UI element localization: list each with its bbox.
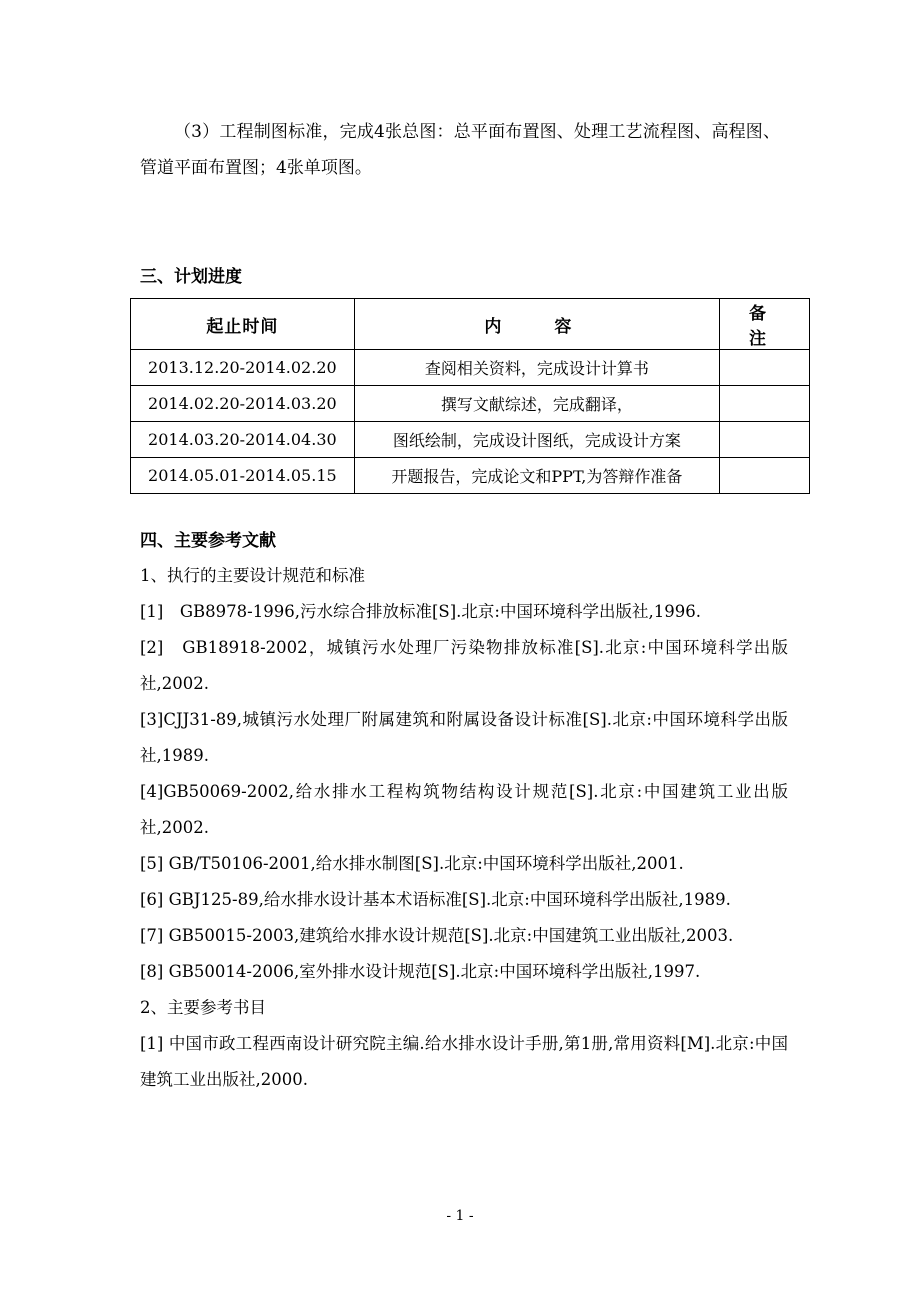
list-item: [6] GBJ125-89,给水排水设计基本术语标准[S].北京:中国环境科学出版社,1989. <box>140 890 731 909</box>
row-content: 查阅相关资料，完成设计计算书 <box>354 350 719 386</box>
books-subheading: 2、主要参考书目 <box>140 998 266 1017</box>
row-note <box>720 422 810 458</box>
header-content: 内 容 <box>354 299 719 350</box>
drawing-standard-paragraph: （3）工程制图标准，完成4张总图：总平面布置图、处理工艺流程图、高程图、管道平面布置图；4张单项图。 <box>140 122 780 178</box>
list-item: [2] GB18918-2002，城镇污水处理厂污染物排放标准[S].北京:中国环境科学出版社,2002. <box>140 638 788 693</box>
section-plan-title: 三、计划进度 <box>140 267 242 287</box>
header-period: 起止时间 <box>131 299 355 350</box>
row-period: 2014.02.20-2014.03.20 <box>131 386 355 422</box>
row-note <box>720 386 810 422</box>
table-row <box>131 350 810 386</box>
table-row <box>131 422 810 458</box>
table-row <box>131 458 810 494</box>
list-item: [5] GB/T50106-2001,给水排水制图[S].北京:中国环境科学出版社,2001. <box>140 854 684 873</box>
row-period: 2013.12.20-2014.02.20 <box>131 350 355 386</box>
row-content: 开题报告，完成论文和PPT,为答辩作准备 <box>354 458 719 494</box>
schedule-table <box>130 298 810 494</box>
list-item: [4]GB50069-2002,给水排水工程构筑物结构设计规范[S].北京:中国建筑工业出版社,2002. <box>140 782 788 837</box>
page-number: - 1 - <box>446 1208 474 1224</box>
list-item: [8] GB50014-2006,室外排水设计规范[S].北京:中国环境科学出版社,1997. <box>140 962 701 981</box>
list-item: [3]CJJ31-89,城镇污水处理厂附属建筑和附属设备设计标准[S].北京:中国环境科学出版社,1989. <box>140 710 788 765</box>
standards-subheading: 1、执行的主要设计规范和标准 <box>140 566 365 585</box>
header-note: 备 注 <box>720 299 810 350</box>
references-list <box>140 558 788 1098</box>
list-item: [1] GB8978-1996,污水综合排放标准[S].北京:中国环境科学出版社,1996. <box>140 602 701 621</box>
row-content: 撰写文献综述，完成翻译， <box>354 386 719 422</box>
row-period: 2014.05.01-2014.05.15 <box>131 458 355 494</box>
table-row <box>131 386 810 422</box>
row-period: 2014.03.20-2014.04.30 <box>131 422 355 458</box>
row-note <box>720 458 810 494</box>
schedule-header-row <box>131 299 810 350</box>
row-content: 图纸绘制，完成设计图纸，完成设计方案 <box>354 422 719 458</box>
list-item: [7] GB50015-2003,建筑给水排水设计规范[S].北京:中国建筑工业出版社,2003. <box>140 926 734 945</box>
list-item: [1] 中国市政工程西南设计研究院主编.给水排水设计手册,第1册,常用资料[M].北京:中国建筑工业出版社,2000. <box>140 1034 788 1089</box>
row-note <box>720 350 810 386</box>
section-references-title: 四、主要参考文献 <box>140 531 276 551</box>
